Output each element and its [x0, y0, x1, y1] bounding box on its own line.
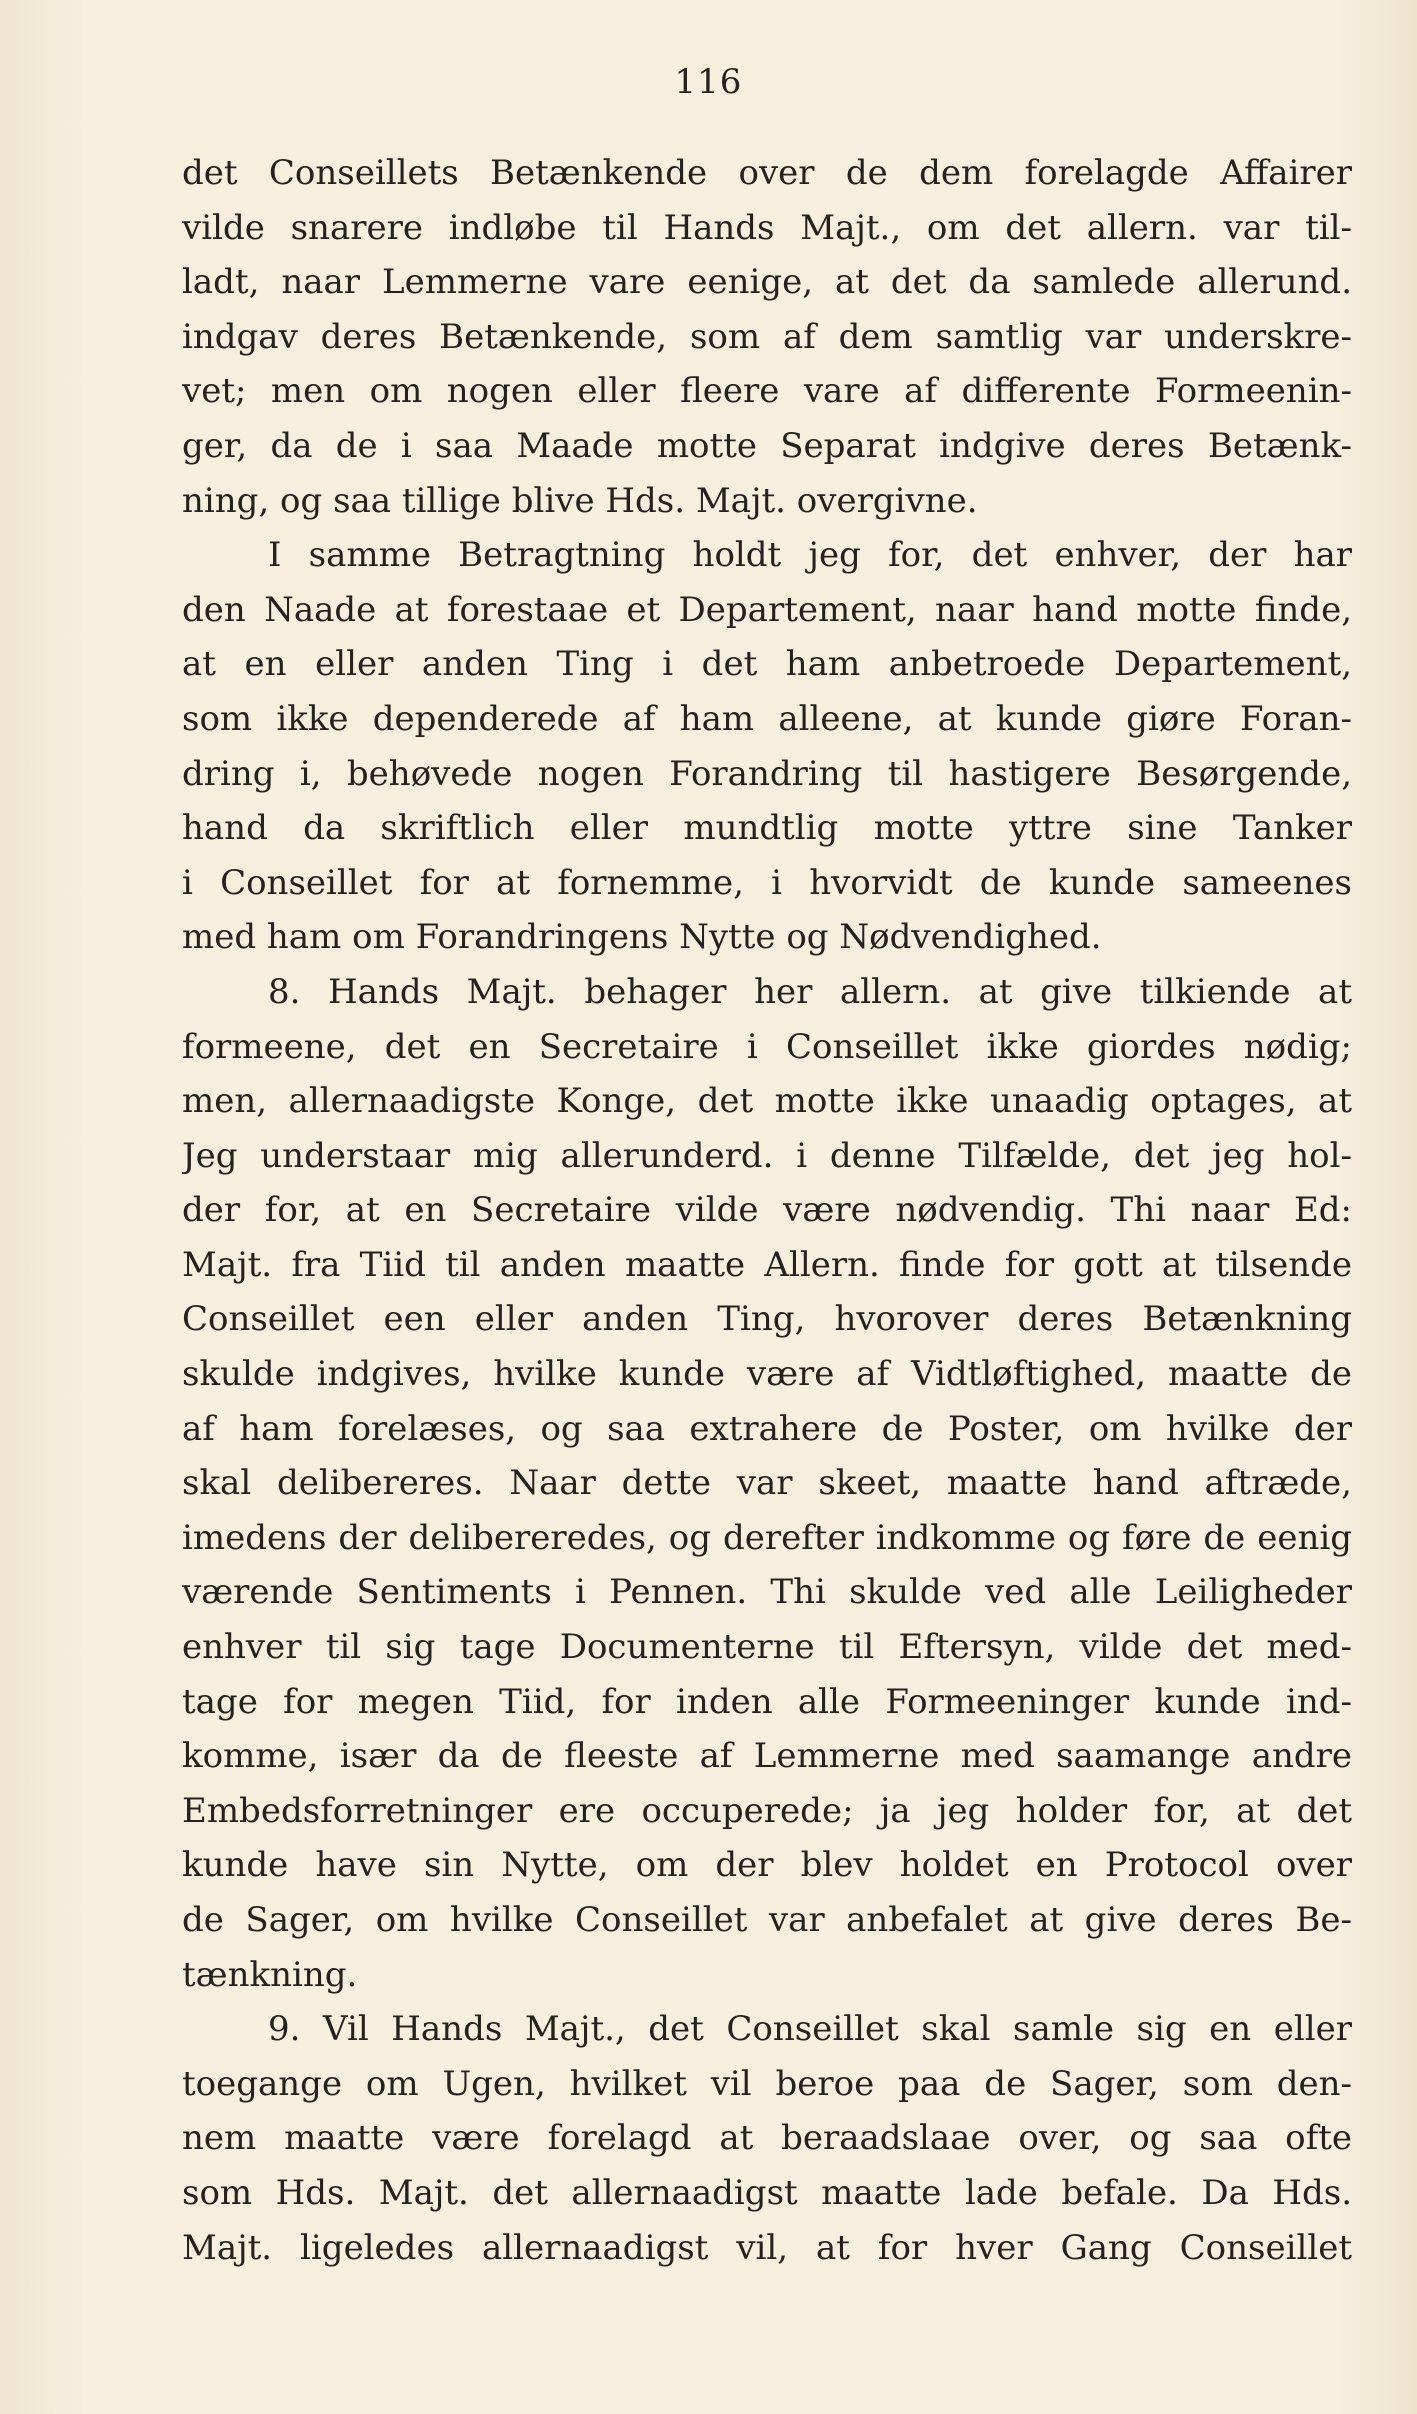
text-line: imedens der delibereredes, og derefter indkomme og føre de eenig: [182, 1517, 1352, 1558]
text-line: dring i, behøvede nogen Forandring til hastigere Besørgende,: [182, 753, 1352, 794]
text-line: Conseillet een eller anden Ting, hvorover deres Betænkning: [182, 1299, 1352, 1340]
text-line: det Conseillets Betænkende over de dem forelagde Affairer: [182, 153, 1352, 193]
text-line: Majt. fra Tiid til anden maatte Allern. finde for gott at tilsende: [182, 1244, 1352, 1285]
text-line: den Naade at forestaae et Departement, naar hand motte finde,: [182, 589, 1352, 630]
text-line: at en eller anden Ting i det ham anbetroede Departement,: [182, 644, 1352, 685]
text-line: ger, da de i saa Maade motte Separat indgive deres Betænk-: [182, 425, 1352, 466]
text-line: skulde indgives, hvilke kunde være af Vidtløftighed, maatte de: [182, 1354, 1352, 1395]
text-line: tænkning.: [182, 1954, 358, 1995]
text-line: 9. Vil Hands Majt., det Conseillet skal samle sig en eller: [268, 2009, 1352, 2050]
text-line: enhver til sig tage Documenterne til Eftersyn, vilde det med-: [182, 1627, 1352, 1668]
text-line: tage for megen Tiid, for inden alle Formeeninger kunde ind-: [182, 1681, 1352, 1722]
text-line: ning, og saa tillige blive Hds. Majt. overgivne.: [182, 480, 978, 521]
text-line: formeene, det en Secretaire i Conseillet ikke giordes nødig;: [182, 1026, 1352, 1067]
text-line: vilde snarere indløbe til Hands Majt., om det allern. var til-: [182, 207, 1352, 248]
text-line: skal delibereres. Naar dette var skeet, maatte hand aftræde,: [182, 1463, 1352, 1504]
text-line: men, allernaadigste Konge, det motte ikke unaadig optages, at: [182, 1081, 1352, 1122]
text-line: vet; men om nogen eller fleere vare af differente Formeenin-: [182, 371, 1352, 412]
text-line: som ikke dependerede af ham alleene, at kunde giøre Foran-: [182, 698, 1352, 739]
text-line: de Sager, om hvilke Conseillet var anbefalet at give deres Be-: [182, 1900, 1352, 1940]
page-number: 116: [674, 62, 743, 102]
text-line: I samme Betragtning holdt jeg for, det enhver, der har: [268, 535, 1352, 576]
text-line: som Hds. Majt. det allernaadigst maatte lade befale. Da Hds.: [182, 2172, 1352, 2213]
body-text: [182, 146, 1352, 2275]
text-line: komme, især da de fleeste af Lemmerne med saamange andre: [182, 1736, 1352, 1777]
text-line: ladt, naar Lemmerne vare eenige, at det da samlede allerund.: [182, 262, 1352, 303]
text-line: med ham om Forandringens Nytte og Nødvendighed.: [182, 917, 1102, 958]
text-line: hand da skriftlich eller mundtlig motte yttre sine Tanker: [182, 808, 1352, 849]
text-line: i Conseillet for at fornemme, i hvorvidt de kunde sameenes: [182, 862, 1352, 903]
text-line: indgav deres Betænkende, som af dem samtlig var underskre-: [182, 316, 1352, 357]
text-line: toegange om Ugen, hvilket vil beroe paa de Sager, som den-: [182, 2063, 1352, 2104]
text-line: nem maatte være forelagd at beraadslaae over, og saa ofte: [182, 2118, 1352, 2159]
text-line: der for, at en Secretaire vilde være nødvendig. Thi naar Ed:: [182, 1190, 1352, 1231]
text-line: 8. Hands Majt. behager her allern. at give tilkiende at: [268, 971, 1352, 1012]
text-line: af ham forelæses, og saa extrahere de Poster, om hvilke der: [182, 1408, 1352, 1449]
text-line: kunde have sin Nytte, om der blev holdet en Protocol over: [182, 1845, 1352, 1886]
text-line: Majt. ligeledes allernaadigst vil, at for hver Gang Conseillet: [182, 2227, 1352, 2268]
text-line: værende Sentiments i Pennen. Thi skulde ved alle Leiligheder: [182, 1572, 1352, 1613]
text-line: Jeg understaar mig allerunderd. i denne Tilfælde, det jeg hol-: [182, 1135, 1352, 1176]
text-line: Embedsforretninger ere occuperede; ja jeg holder for, at det: [182, 1790, 1352, 1831]
